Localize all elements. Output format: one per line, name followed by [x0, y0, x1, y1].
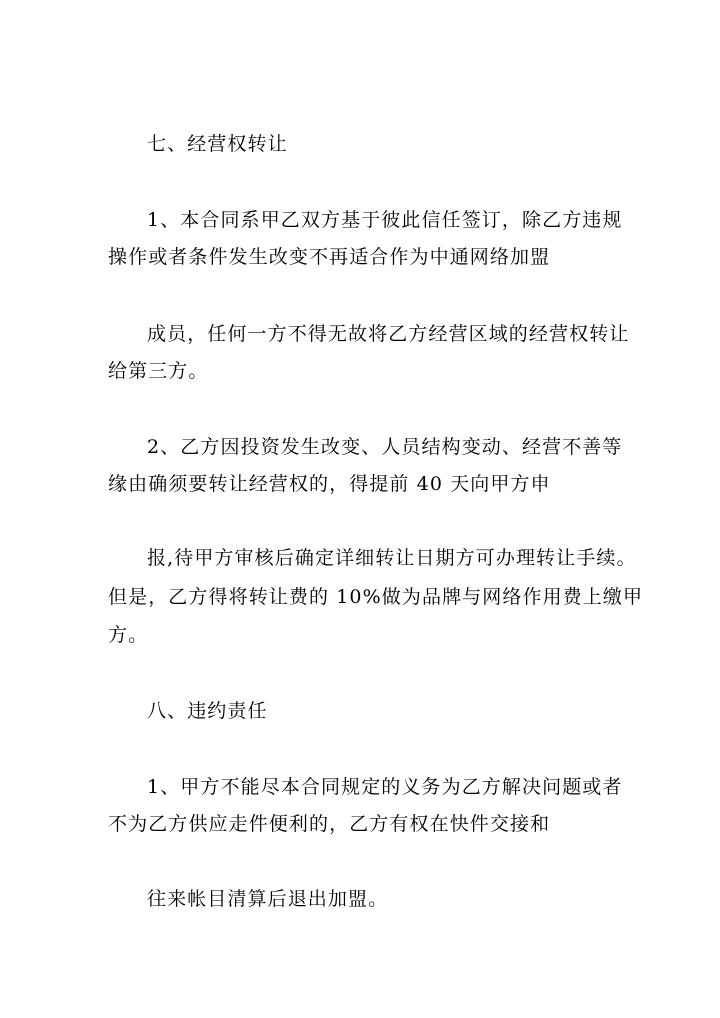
- paragraph-line: 操作或者条件发生改变不再适合作为中通网络加盟: [108, 246, 551, 268]
- paragraph-line: 但是，乙方得将转让费的 10%做为品牌与网络作用费上缴甲: [108, 586, 644, 608]
- paragraph-line: 2、乙方因投资发生改变、人员结构变动、经营不善等: [147, 436, 623, 458]
- paragraph-line: 缘由确须要转让经营权的，得提前 40 天向甲方申: [108, 473, 551, 495]
- paragraph-line: 给第三方。: [108, 360, 209, 382]
- paragraph-line: 报,待甲方审核后确定详细转让日期方可办理转让手续。: [147, 547, 637, 569]
- paragraph-line: 方。: [108, 624, 149, 646]
- paragraph-line: 1、本合同系甲乙双方基于彼此信任签订，除乙方违规: [147, 209, 623, 231]
- paragraph-line: 成员，任何一方不得无故将乙方经营区域的经营权转让: [147, 323, 630, 345]
- paragraph-line: 不为乙方供应走件便利的，乙方有权在快件交接和: [108, 813, 551, 835]
- paragraph-line: 1、甲方不能尽本合同规定的义务为乙方解决问题或者: [147, 776, 623, 798]
- section-heading-8: 八、违约责任: [147, 700, 268, 722]
- paragraph-line: 往来帐目清算后退出加盟。: [147, 888, 389, 910]
- section-heading-7: 七、经营权转让: [147, 133, 288, 155]
